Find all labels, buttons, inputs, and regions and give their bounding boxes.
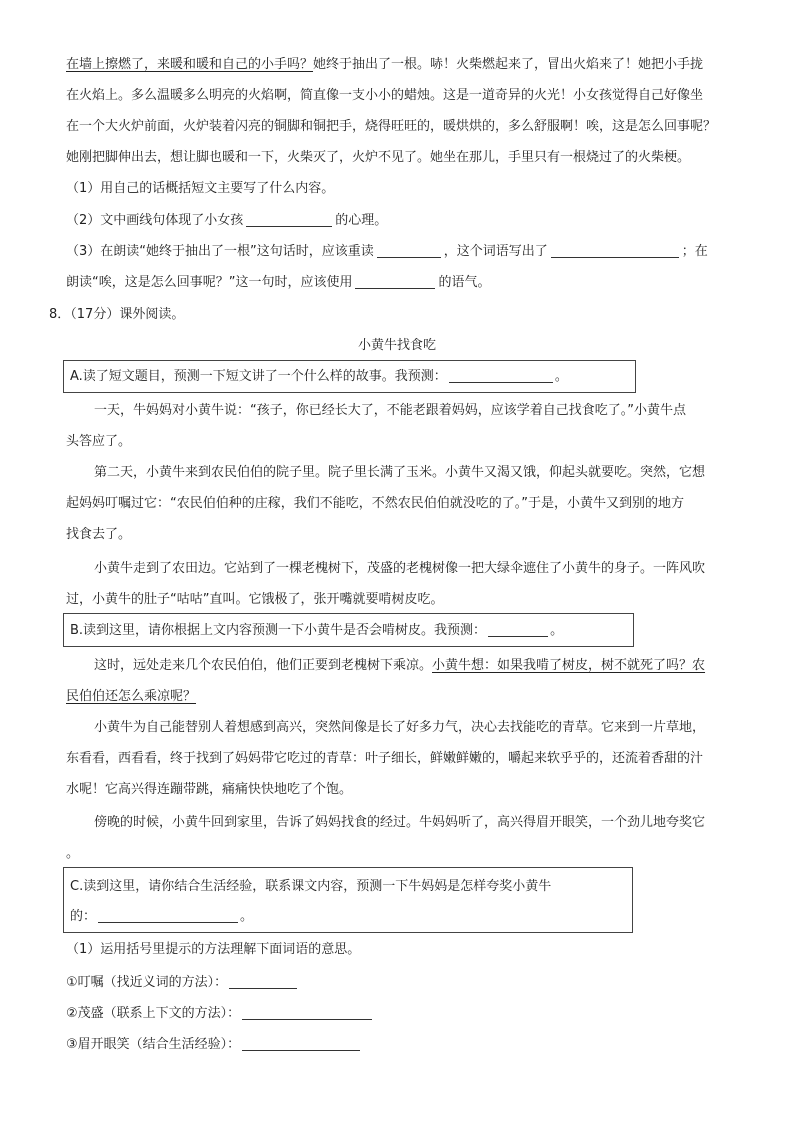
- answer-blank[interactable]: [229, 974, 297, 989]
- story-paragraph: 第二天，小黄牛来到农民伯伯的院子里。院子里长满了玉米。小黄牛又渴又饿，仰起头就要吃。突然，它想: [94, 465, 706, 480]
- story-paragraph: 头答应了。: [66, 434, 132, 449]
- story-paragraph: 这时，远处走来几个农民伯伯，他们正要到老槐树下乘凉。小黄牛想：如果我啃了树皮，树不就死了吗？农: [94, 658, 706, 673]
- answer-blank[interactable]: [449, 368, 553, 383]
- passage-line: 她刚把脚伸出去，想让脚也暖和一下，火柴灭了，火炉不见了。她坐在那儿，手里只有一根烧过了的火柴梗。: [66, 150, 691, 165]
- story-paragraph: 找食去了。: [66, 527, 132, 542]
- story-paragraph: 小黄牛为自己能替别人着想感到高兴，突然间像是长了好多力气，决心去找能吃的青草。它来到一片草地，: [94, 720, 706, 735]
- answer-blank[interactable]: [488, 622, 548, 637]
- story-paragraph: 傍晚的时候，小黄牛回到家里，告诉了妈妈找食的经过。牛妈妈听了，高兴得眉开眼笑，一个劲儿地夸奖它: [94, 815, 706, 830]
- word-item: ①叮嘱（找近义词的方法）：: [66, 973, 750, 993]
- passage-line: 在火焰上。多么温暖多么明亮的火焰啊，简直像一支小小的蜡烛。这是一道奇异的火光！小女孩觉得自己好像坐: [66, 88, 704, 103]
- story-paragraph: 起妈妈叮嘱过它：“农民伯伯种的庄稼，我们不能吃，不然农民伯伯就没吃的了。”于是，小黄牛又到别的地方: [66, 496, 684, 511]
- word-item: ②茂盛（联系上下文的方法）：: [66, 1004, 750, 1024]
- question-2: （2）文中画线句体现了小女孩 的心理。: [66, 213, 388, 228]
- underlined-sentence: 民伯伯还怎么乘凉呢？: [66, 689, 197, 704]
- passage-line: 在一个大火炉前面，火炉装着闪亮的铜脚和铜把手，烧得旺旺的，暖烘烘的，多么舒服啊！唉，这是怎么回事呢？: [66, 119, 717, 134]
- story-paragraph: 。: [66, 846, 80, 861]
- answer-blank[interactable]: [377, 243, 441, 258]
- word-item: ③眉开眼笑（结合生活经验）：: [66, 1035, 750, 1055]
- question-3-cont: 朗读“唉，这是怎么回事呢？”这一句时，应该使用 的语气。: [66, 275, 491, 290]
- story-paragraph: 一天，牛妈妈对小黄牛说：“孩子，你已经长大了，不能老跟着妈妈，应该学着自己找食吃了。”小黄牛点: [94, 403, 686, 418]
- answer-blank[interactable]: [98, 908, 238, 923]
- passage-line: 在墙上擦燃了，来暖和暖和自己的小手吗？她终于抽出了一根。哧！火柴燃起来了，冒出火焰来了！她把小手拢: [66, 57, 704, 72]
- question-8-header: 8．（17分）课外阅读。: [49, 307, 185, 322]
- story-title: 小黄牛找食吃: [357, 338, 436, 353]
- answer-blank[interactable]: [246, 212, 332, 227]
- question-1: （1）用自己的话概括短文主要写了什么内容。: [66, 181, 335, 196]
- prediction-box-b: B.读到这里，请你根据上文内容预测一下小黄牛是否会啃树皮。我预测： 。: [63, 613, 634, 647]
- answer-blank[interactable]: [551, 243, 679, 258]
- prediction-box-c: C.读到这里，请你结合生活经验，联系课文内容，预测一下牛妈妈是怎样夸奖小黄牛 的： 。: [63, 867, 633, 933]
- story-paragraph: 过，小黄牛的肚子“咕咕”直叫。它饿极了，张开嘴就要啃树皮吃。: [66, 592, 444, 607]
- story-paragraph: 水呢！它高兴得连蹦带跳，痛痛快快地吃了个饱。: [66, 782, 353, 797]
- story-paragraph: 东看看，西看看，终于找到了妈妈带它吃过的青草：叶子细长，鲜嫩鲜嫩的，嚼起来软乎乎的，还流着香甜的汁: [66, 751, 704, 766]
- question-3: （3）在朗读“她终于抽出了一根”这句话时，应该重读 ，这个词语写出了 ；在: [66, 244, 708, 259]
- story-paragraph: 小黄牛走到了农田边。它站到了一棵老槐树下，茂盛的老槐树像一把大绿伞遮住了小黄牛的身子。一阵风吹: [94, 561, 706, 576]
- story-paragraph: [66, 687, 750, 707]
- prediction-box-a: A.读了短文题目，预测一下短文讲了一个什么样的故事。我预测： 。: [63, 360, 636, 393]
- answer-blank[interactable]: [242, 1005, 372, 1020]
- answer-blank[interactable]: [242, 1036, 360, 1051]
- underlined-sentence: 小黄牛想：如果我啃了树皮，树不就死了吗？农: [432, 658, 706, 673]
- underlined-sentence: 在墙上擦燃了，来暖和暖和自己的小手吗？: [66, 57, 314, 72]
- answer-blank[interactable]: [355, 274, 435, 289]
- sub-question-1: （1）运用括号里提示的方法理解下面词语的意思。: [66, 942, 361, 957]
